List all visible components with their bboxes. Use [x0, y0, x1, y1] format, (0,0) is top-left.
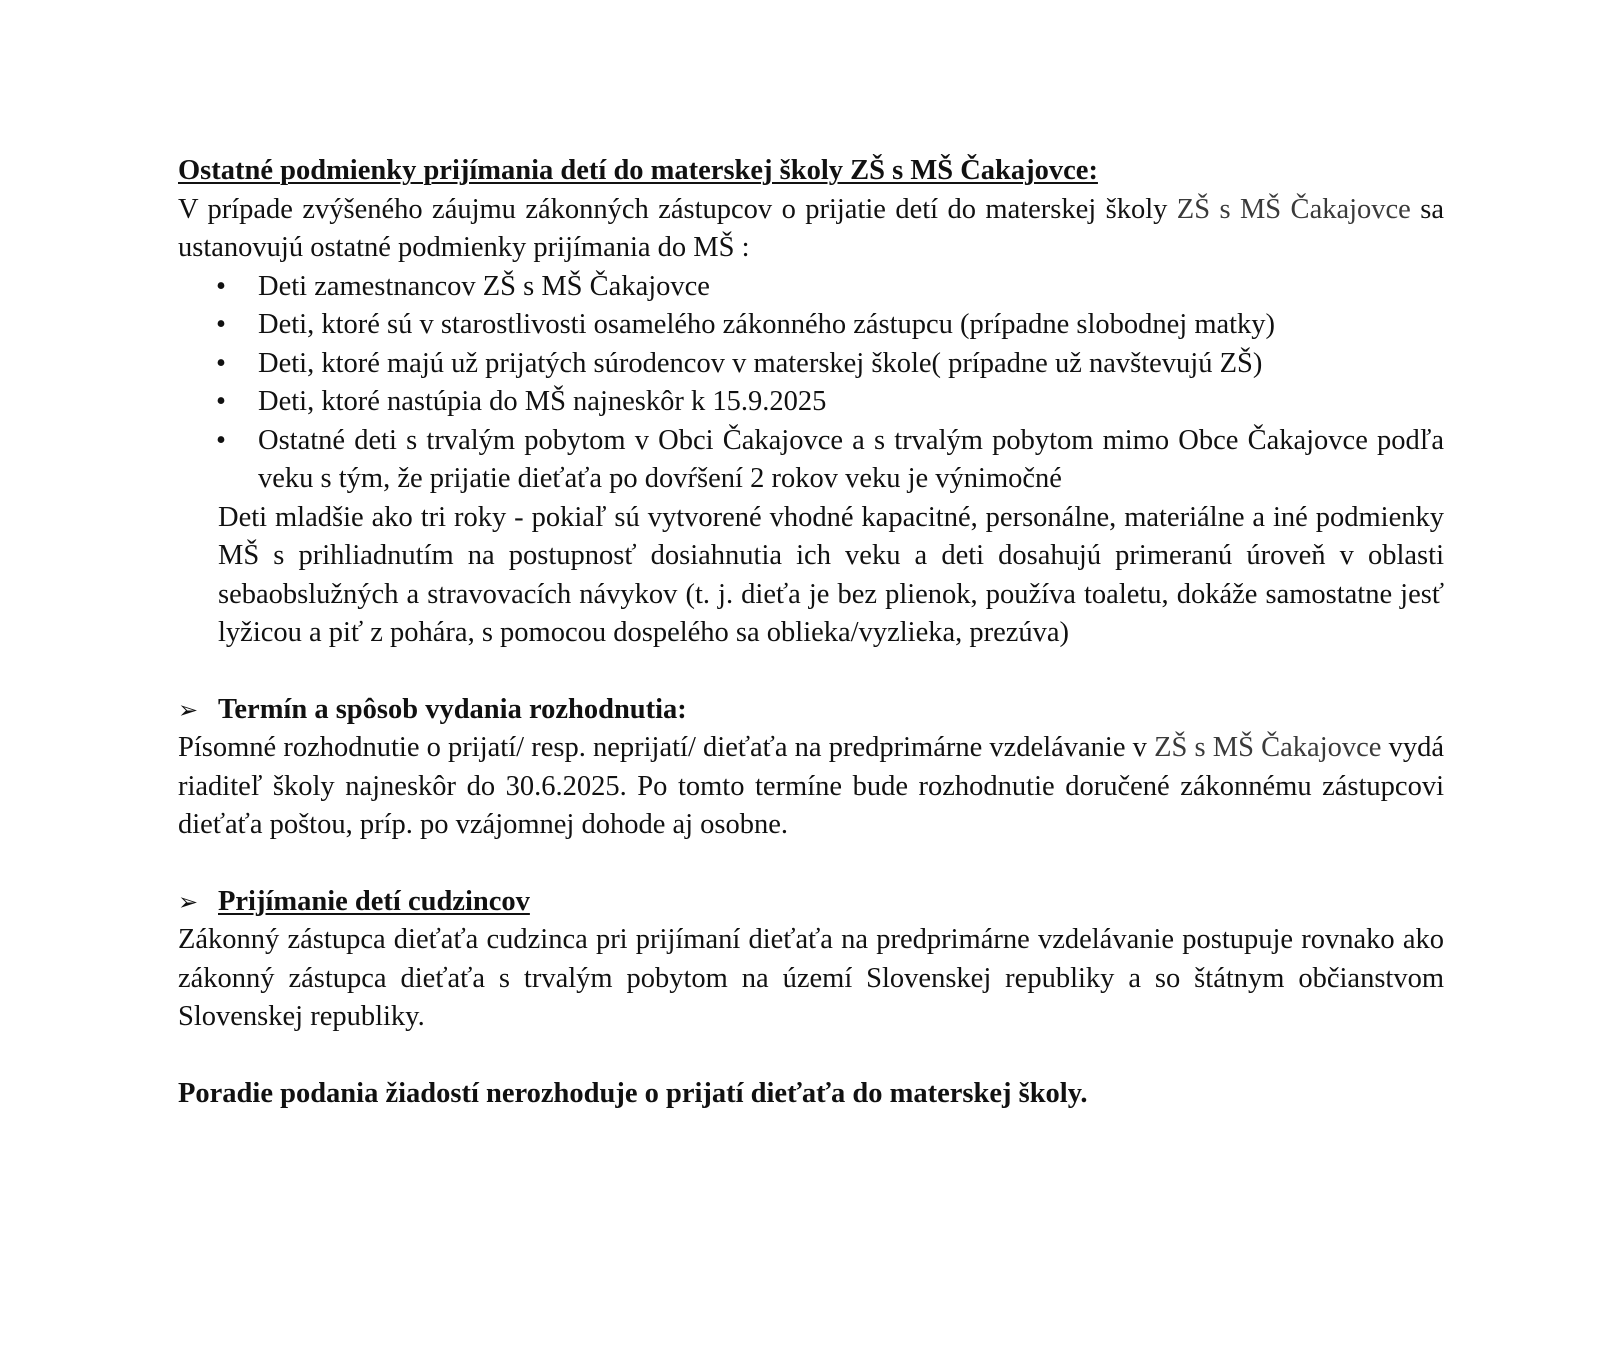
list-item-text: Deti, ktoré majú už prijatých súrodencov v materskej škole( prípadne už navštevujú ZŠ)	[258, 347, 1263, 379]
section-other-conditions	[178, 152, 1444, 653]
intro-text-start: V prípade zvýšeného záujmu zákonných zástupcov o prijatie detí do materskej školy	[178, 193, 1177, 225]
list-item-text: Deti, ktoré nastúpia do MŠ najneskôr k 15.9.2025	[258, 386, 827, 417]
section-heading-foreign-children	[178, 883, 1444, 922]
foreign-children-paragraph: Zákonný zástupca dieťaťa cudzinca pri prijímaní dieťaťa na predprimárne vzdelávanie postupuje rovnako ako zákonný zástupca dieťaťa s trvalým pobytom na území Slovenskej republiky a so štátnym občianstvom Slovenskej republiky.	[178, 924, 1444, 1032]
list-item	[178, 306, 1444, 345]
arrow-bullet-icon: ➢	[178, 695, 199, 724]
list-item-text: Deti, ktoré sú v starostlivosti osamelého zákonného zástupcu (prípadne slobodnej matky)	[258, 309, 1276, 340]
younger-children-note: Deti mladšie ako tri roky - pokiaľ sú vytvorené vhodné kapacitné, personálne, materiálne a iné podmienky MŠ s prihliadnutím na postupnosť dosiahnutia ich veku a deti dosahujú primeranú úroveň v oblasti sebaobslužných a stravovacích návykov (t. j. dieťa je bez plienok, používa toaletu, dokáže samostatne jesť lyžicou a piť z pohára, s pomocou dospelého sa oblieka/vyzlieka, prezúva)	[218, 501, 1444, 648]
list-item-text: Deti zamestnancov ZŠ s MŠ Čakajovce	[258, 270, 710, 302]
list-item	[178, 422, 1444, 499]
bullet-icon: •	[216, 347, 226, 379]
bullet-icon: •	[216, 309, 226, 340]
arrow-bullet-icon: ➢	[178, 887, 199, 916]
decision-school-name: ZŠ s MŠ Čakajovce	[1154, 732, 1382, 763]
list-item-text: Ostatné deti s trvalým pobytom v Obci Čakajovce a s trvalým pobytom mimo Obce Čakajovce podľa veku s tým, že prijatie dieťaťa po dovŕšení 2 rokov veku je výnimočné	[258, 424, 1444, 494]
heading-text: Termín a spôsob vydania rozhodnutia:	[218, 693, 687, 725]
decision-text-end: vydá riaditeľ školy najneskôr do 30.6.2025. Po tomto termíne bude rozhodnutie doručené zákonnému zástupcovi dieťaťa poštou, príp. po vzájomnej dohode aj osobne.	[178, 732, 1444, 840]
list-item	[178, 383, 1444, 422]
intro-text-end: sa ustanovujú ostatné podmienky prijímania do MŠ :	[178, 193, 1444, 263]
section-foreign-children	[178, 883, 1444, 1037]
section-heading-decision-term	[178, 691, 1444, 730]
bullet-icon: •	[216, 424, 226, 456]
final-statement: Poradie podania žiadostí nerozhoduje o prijatí dieťaťa do materskej školy.	[178, 1077, 1088, 1109]
section-heading-other-conditions: Ostatné podmienky prijímania detí do materskej školy ZŠ s MŠ Čakajovce:	[178, 155, 1098, 186]
conditions-list	[178, 268, 1444, 499]
document-page	[178, 152, 1444, 1113]
intro-paragraph	[178, 191, 1444, 268]
bullet-icon: •	[216, 270, 226, 302]
section-decision-term	[178, 691, 1444, 845]
decision-text-start: Písomné rozhodnutie o prijatí/ resp. neprijatí/ dieťaťa na predprimárne vzdelávanie v	[178, 732, 1155, 763]
decision-paragraph	[178, 729, 1444, 845]
intro-school-name: ZŠ s MŠ Čakajovce	[1176, 193, 1411, 225]
bullet-icon: •	[216, 386, 226, 417]
list-item	[178, 268, 1444, 307]
heading-text: Prijímanie detí cudzincov	[218, 885, 530, 917]
list-item	[178, 345, 1444, 384]
